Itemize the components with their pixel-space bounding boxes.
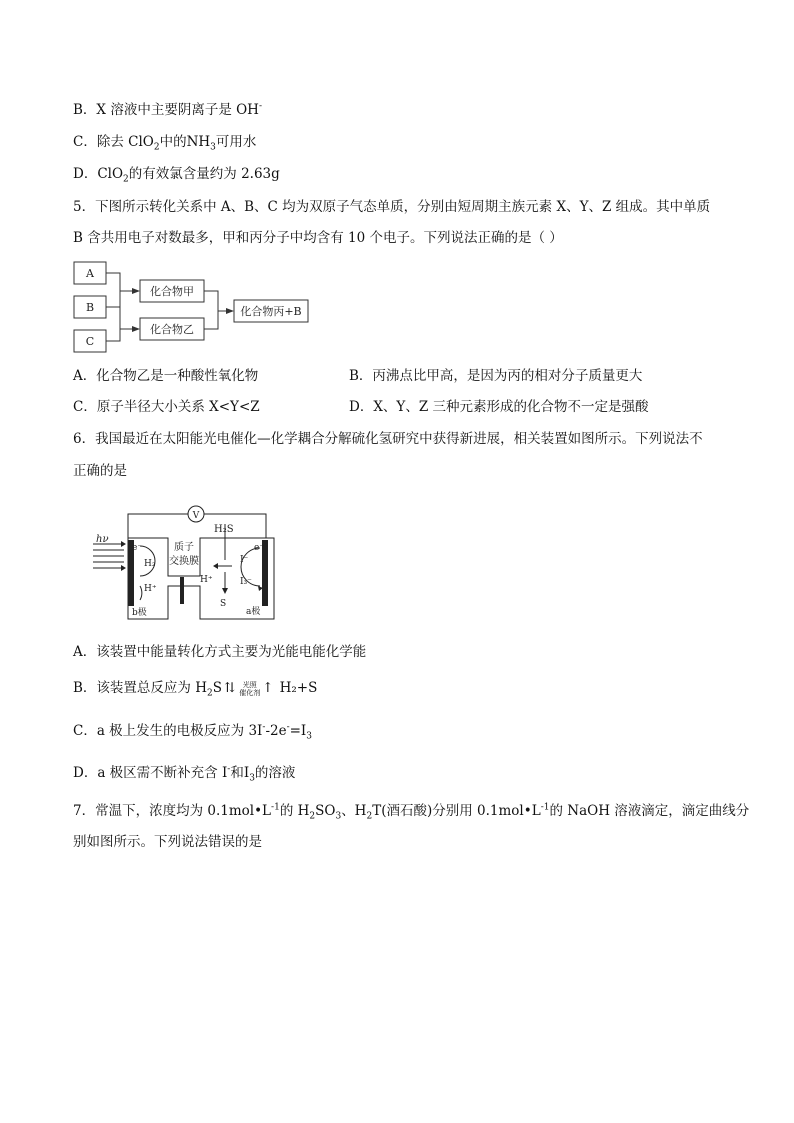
label-h2s: H₂S xyxy=(214,524,234,535)
label-e-left: e⁻ xyxy=(132,543,143,553)
label-hplus-mid: H⁺ xyxy=(200,575,213,585)
up-arrow-icon: ↑ xyxy=(262,680,274,696)
q5-option-b: B．丙沸点比甲高，是因为丙的相对分子质量更大 xyxy=(349,368,643,384)
label-hplus-left: H⁺ xyxy=(144,584,157,594)
q4-option-c: C．除去 ClO$_2$中的$NH_3$可用水 xyxy=(73,134,257,153)
label-a-pole: a极 xyxy=(246,607,261,617)
arrow-hplus xyxy=(140,586,142,600)
q5-conversion-diagram xyxy=(72,260,312,356)
label-i-minus: I⁻ xyxy=(240,555,249,565)
q6-option-b: B．该装置总反应为 $H_2S$ ⇅ 光照 催化剂 ↑ H₂+S xyxy=(73,680,318,699)
q6-electrolysis-diagram xyxy=(88,498,293,624)
label-membrane-1: 质子 xyxy=(174,542,194,553)
label-b: B xyxy=(85,301,95,314)
label-jia: 化合物甲 xyxy=(150,285,194,298)
label-yi: 化合物乙 xyxy=(150,323,194,336)
q7-stem-line2: 别如图所示。下列说法错误的是 xyxy=(73,834,262,850)
label-i3-minus: I₃⁻ xyxy=(240,577,252,587)
q6-option-d: D．a 极区需不断补充含 I-和$I_3$的溶液 xyxy=(73,764,296,784)
label-hv: hν xyxy=(96,534,109,545)
label-h2: H₂ xyxy=(144,559,156,569)
label-a: A xyxy=(86,267,94,280)
label-s: S xyxy=(220,599,227,609)
q6-option-c: C．a 极上发生的电极反应为 $3I^--2e^-=I_3$ xyxy=(73,722,313,742)
q4-option-b: B．X 溶液中主要阴离子是 OH- xyxy=(73,101,263,118)
label-b-pole: b极 xyxy=(132,608,147,618)
membrane-bar xyxy=(180,577,184,604)
q4-option-d: D．ClO$_2$的有效氯含量约为 2.63g xyxy=(73,166,280,185)
label-voltmeter: V xyxy=(192,511,200,521)
q5-stem-line2: B 含共用电子对数最多，甲和丙分子中均含有 10 个电子。下列说法正确的是（ ） xyxy=(73,230,563,246)
label-membrane-2: 交换膜 xyxy=(169,556,199,567)
q6-stem-line1: 6．我国最近在太阳能光电催化—化学耦合分解硫化氢研究中获得新进展，相关装置如图所示。下列说法不 xyxy=(73,431,703,447)
q6-option-a: A．该装置中能量转化方式主要为光能电能化学能 xyxy=(73,644,367,660)
reaction-condition: 光照 催化剂 xyxy=(239,680,261,697)
light-rays xyxy=(93,544,124,568)
label-e-right: e⁻ xyxy=(254,543,265,553)
label-c: C xyxy=(85,335,95,348)
reversible-arrow-icon: ⇅ xyxy=(223,680,236,696)
q5-option-a: A．化合物乙是一种酸性氧化物 xyxy=(73,368,259,384)
q7-stem-line1: 7．常温下，浓度均为 $0.1mol•L^{-1}$的 $H_2SO_3$、$H_2T$(酒石酸)分别用 $0.1mol•L^{-1}$的 NaOH 溶液滴定，滴定曲线分 xyxy=(73,802,750,822)
q5-option-d: D．X、Y、Z 三种元素形成的化合物不一定是强酸 xyxy=(349,399,649,415)
label-bing: 化合物丙+B xyxy=(240,305,302,318)
q5-option-c: C．原子半径大小关系 X<Y<Z xyxy=(73,399,260,415)
q6-stem-line2: 正确的是 xyxy=(73,463,127,479)
q5-stem-line1: 5．下图所示转化关系中 A、B、C 均为双原子气态单质，分别由短周期主族元素 X、Y、Z 组成。其中单质 xyxy=(73,199,711,215)
